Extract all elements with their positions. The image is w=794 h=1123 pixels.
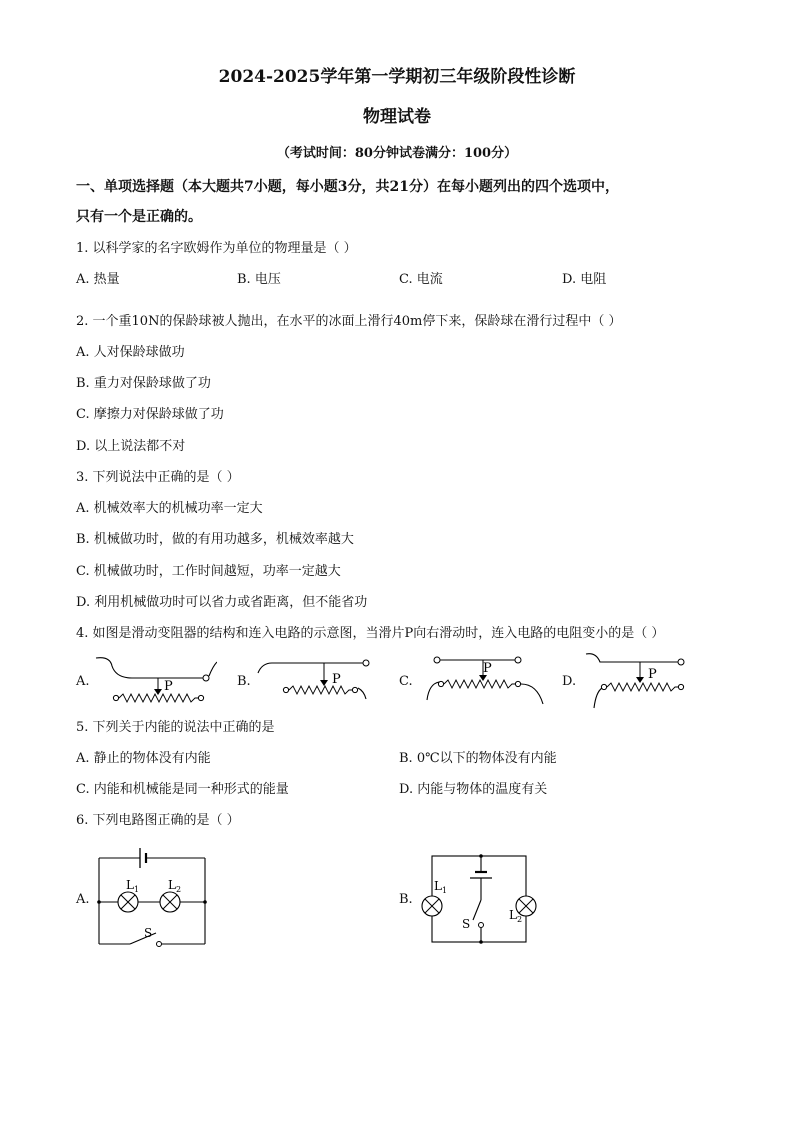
q3-option-c: C. 机械做功时，工作时间越短，功率一定越大 (76, 564, 341, 579)
lamp-l1 (118, 892, 138, 912)
label-s: S (462, 917, 471, 931)
q5-option-d: D. 内能与物体的温度有关 (399, 782, 548, 797)
label-l1-sub: 1 (442, 886, 448, 895)
slider-p-label: P (332, 672, 341, 687)
lamp-l2 (160, 892, 180, 912)
q2-option-c: C. 摩擦力对保龄球做了功 (76, 407, 224, 422)
q3-option-d: D. 利用机械做功时可以省力或省距离，但不能省功 (76, 595, 368, 610)
q1-option-c: C. 电流 (399, 272, 443, 287)
q3-option-a: A. 机械效率大的机械功率一定大 (76, 501, 263, 516)
q4-option-b-label: B. (237, 674, 251, 689)
q6-option-b-label: B. (399, 892, 413, 907)
q5-option-c: C. 内能和机械能是同一种形式的能量 (76, 782, 289, 797)
label-l1: L (126, 878, 134, 892)
rheostat-diagram-d (584, 650, 694, 712)
rheostat-diagram-a (92, 652, 217, 708)
exam-info: （考试时间：80分钟试卷满分：100分） (276, 146, 518, 161)
rheostat-diagram-c (425, 654, 547, 710)
label-l2-sub: 2 (517, 915, 523, 924)
label-s: S (144, 926, 153, 940)
q2-option-b: B. 重力对保龄球做了功 (76, 376, 211, 391)
q1-option-d: D. 电阻 (562, 272, 607, 287)
circuit-diagram-a (94, 844, 210, 950)
exam-title: 2024-2025学年第一学期初三年级阶段性诊断 (218, 67, 576, 87)
question-5-stem: 5. 下列关于内能的说法中正确的是 (76, 720, 275, 735)
slider-p-label: P (648, 667, 657, 682)
exam-subtitle: 物理试卷 (363, 107, 431, 127)
q2-option-a: A. 人对保龄球做功 (76, 345, 185, 360)
q4-option-a-label: A. (76, 674, 90, 689)
question-3-stem: 3. 下列说法中正确的是（ ） (76, 470, 240, 485)
rheostat-diagram-b (256, 657, 371, 702)
label-l2: L (168, 878, 176, 892)
section-heading-line1: 一、单项选择题（本大题共7小题，每小题3分，共21分）在每小题列出的四个选项中， (76, 179, 619, 195)
q1-option-a: A. 热量 (76, 272, 120, 287)
switch-s (473, 900, 481, 920)
question-4-stem: 4. 如图是滑动变阻器的结构和连入电路的示意图，当滑片P向右滑动时，连入电路的电阻变小的是（ ） (76, 626, 665, 641)
q1-option-b: B. 电压 (237, 272, 281, 287)
label-l1: L (434, 879, 442, 893)
label-l2-sub: 2 (176, 885, 182, 894)
question-2-stem: 2. 一个重10N的保龄球被人抛出，在水平的冰面上滑行40m停下来，保龄球在滑行过程中（ ） (76, 314, 622, 329)
q2-option-d: D. 以上说法都不对 (76, 439, 186, 454)
lamp-l1 (422, 896, 442, 916)
q5-option-b: B. 0℃以下的物体没有内能 (399, 751, 557, 766)
section-heading-line2: 只有一个是正确的。 (76, 209, 202, 225)
q4-option-c-label: C. (399, 674, 413, 689)
label-l1-sub: 1 (134, 885, 140, 894)
q5-option-a: A. 静止的物体没有内能 (76, 751, 211, 766)
question-6-stem: 6. 下列电路图正确的是（ ） (76, 813, 240, 828)
slider-p-label: P (483, 661, 492, 676)
q3-option-b: B. 机械做功时，做的有用功越多，机械效率越大 (76, 532, 354, 547)
slider-p-label: P (164, 679, 173, 694)
question-1-stem: 1. 以科学家的名字欧姆作为单位的物理量是（ ） (76, 241, 357, 256)
lamp-l2 (516, 896, 536, 916)
circuit-diagram-b (420, 848, 540, 946)
q6-option-a-label: A. (76, 892, 90, 907)
q4-option-d-label: D. (562, 674, 577, 689)
label-l2: L (509, 908, 517, 922)
